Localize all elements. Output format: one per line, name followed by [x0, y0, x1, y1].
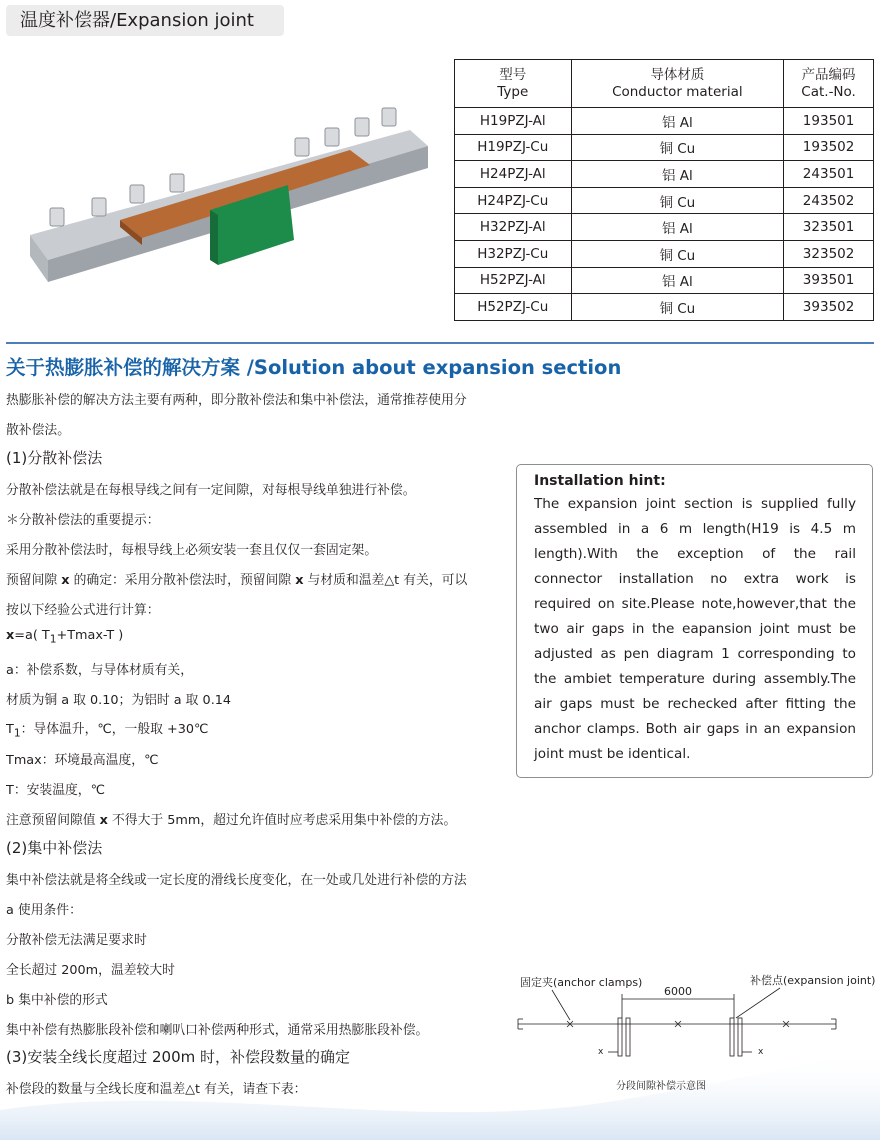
paragraph: 材质为铜 a 取 0.10；为铝时 a 取 0.14 [6, 693, 232, 708]
expansion-joint-photo [20, 90, 440, 290]
section-divider [6, 342, 874, 344]
intro-line-2: 散补偿法。 [6, 423, 70, 438]
gap-label-right: x [758, 1047, 764, 1057]
column-header-type: 型号 Type [455, 60, 572, 108]
paragraph: a：补偿系数，与导体材质有关， [6, 663, 193, 678]
gap-label-left: x [598, 1047, 604, 1057]
paragraph: b 集中补偿的形式 [6, 993, 108, 1008]
paragraph: 分散补偿法就是在每根导线之间有一定间隙，对每根导线单独进行补偿。 [6, 483, 416, 498]
intro-line-1: 热膨胀补偿的解决方法主要有两种，即分散补偿法和集中补偿法，通常推荐使用分 [6, 393, 467, 408]
diagram-caption: 分段间隙补偿示意图 [616, 1081, 706, 1092]
gap-definition: 预留间隙 x 的确定：采用分散补偿法时，预留间隙 x 与材质和温差△t 有关，可以 [6, 573, 468, 588]
paragraph: Tmax：环境最高温度，℃ [6, 753, 159, 768]
heading-sections-count: (3)安装全线长度超过 200m 时，补偿段数量的确定 [6, 1048, 351, 1066]
paragraph: 分散补偿无法满足要求时 [6, 933, 147, 948]
formula: x=a( $T_1+Tmax-T$ ) [6, 628, 124, 646]
gap-compensation-diagram [512, 968, 880, 1098]
section-title: 关于热膨胀补偿的解决方案 /Solution about expansion section [6, 356, 622, 379]
paragraph: 集中补偿法就是将全线或一定长度的滑线长度变化，在一处或几处进行补偿的方法 [6, 873, 467, 888]
column-header-cat-no: 产品编码 Cat.-No. [784, 60, 874, 108]
installation-hint-box [516, 464, 873, 778]
page-title: 温度补偿器/Expansion joint [20, 10, 254, 31]
hint-text: The expansion joint section is supplied fully assembled in a 6 m length(H19 is 4.5 m length).With the exception of the rail connector installation no extra work is required on site.Please note,however,that the two air gaps in the eapansion joint must be adjusted as pen diagram 1 corresponding to the ambiet temperature during assembly.The air gaps must be rechecked after fitting the anchor clamps. Both air gaps in an expansion joint must be identical. [534, 496, 856, 762]
paragraph: a 使用条件： [6, 903, 82, 918]
dimension-label: 6000 [664, 985, 692, 998]
column-header-material: 导体材质 Conductor material [571, 60, 784, 108]
paragraph: 全长超过 200m，温差较大时 [6, 963, 175, 978]
table-row: H24PZJ-Cu 铜 Cu 243502 [455, 187, 874, 214]
important-note: ＊分散补偿法的重要提示： [6, 513, 160, 528]
table-row: H32PZJ-Cu 铜 Cu 323502 [455, 240, 874, 267]
catalog-table [454, 59, 874, 321]
label-expansion-joint: 补偿点(expansion joint) [750, 974, 876, 987]
paragraph: 按以下经验公式进行计算： [6, 603, 160, 618]
paragraph: 集中补偿有热膨胀段补偿和喇叭口补偿两种形式，通常采用热膨胀段补偿。 [6, 1023, 429, 1038]
paragraph: T：安装温度，℃ [6, 783, 105, 798]
table-row: H24PZJ-Al 铝 Al 243501 [455, 161, 874, 188]
table-row: H32PZJ-Al 铝 Al 323501 [455, 214, 874, 241]
heading-distributed: (1)分散补偿法 [6, 449, 103, 467]
paragraph: 采用分散补偿法时，每根导线上必须安装一套且仅仅一套固定架。 [6, 543, 378, 558]
hint-title: Installation hint: [534, 473, 666, 489]
table-row: H52PZJ-Al 铝 Al 393501 [455, 267, 874, 294]
table-row: H19PZJ-Al 铝 Al 193501 [455, 108, 874, 135]
label-anchor-clamps: 固定夹(anchor clamps) [520, 976, 643, 989]
table-row: H19PZJ-Cu 铜 Cu 193502 [455, 134, 874, 161]
table-row: H52PZJ-Cu 铜 Cu 393502 [455, 294, 874, 321]
gap-warning: 注意预留间隙值 x 不得大于 5mm，超过允许值时应考虑采用集中补偿的方法。 [6, 813, 457, 828]
page-header-tab [6, 5, 284, 36]
paragraph: $T_1$：导体温升，℃，一般取 +30℃ [6, 722, 209, 740]
table-header-row [455, 60, 874, 108]
paragraph: 补偿段的数量与全线长度和温差△t 有关，请查下表： [6, 1082, 307, 1097]
heading-centralized: (2)集中补偿法 [6, 839, 103, 857]
